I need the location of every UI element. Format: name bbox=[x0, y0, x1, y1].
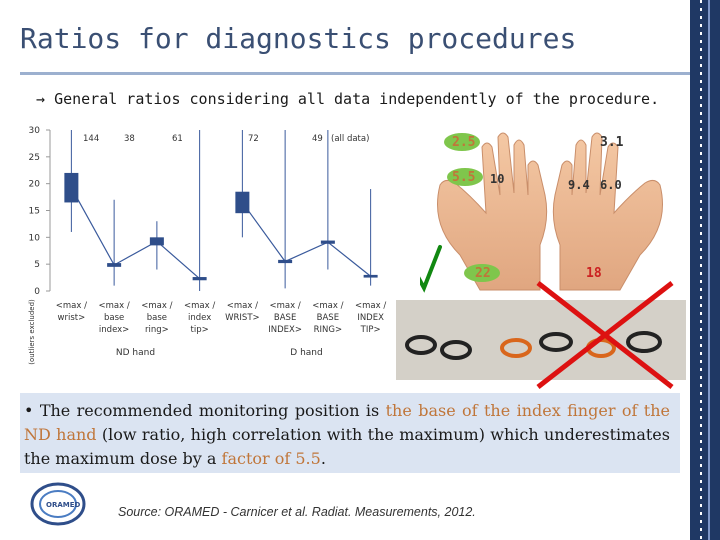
category-label: <max / bbox=[312, 301, 344, 311]
category-label: index bbox=[187, 313, 212, 323]
series-line-nd-hand bbox=[71, 188, 199, 279]
conclusion-middle: (low ratio, high correlation with the maximum) which underestimates the maximum dose by a bbox=[24, 425, 670, 468]
category-label: <max / bbox=[226, 301, 258, 311]
conclusion-bullet: • The recommended monitoring position is bbox=[24, 401, 386, 420]
category-label: TIP> bbox=[360, 325, 381, 335]
category-label: ring> bbox=[144, 325, 169, 335]
category-label: <max / bbox=[55, 301, 87, 311]
box-plot-chart bbox=[0, 118, 400, 368]
category-label: base bbox=[103, 313, 125, 323]
category-label: base bbox=[146, 313, 168, 323]
y-tick-label: 25 bbox=[28, 152, 40, 163]
hand-value-5-5: 5.5 bbox=[452, 170, 476, 185]
count-label: 144 bbox=[83, 134, 100, 144]
y-tick-label: 30 bbox=[28, 126, 40, 136]
category-label: INDEX> bbox=[268, 325, 302, 335]
conclusion-end: . bbox=[320, 449, 326, 468]
hand-value-3-1: 3.1 bbox=[600, 135, 624, 150]
box-body bbox=[64, 173, 78, 203]
series-line-d-hand bbox=[242, 202, 370, 276]
box-body bbox=[193, 277, 207, 280]
hand-value-6-0: 6.0 bbox=[600, 178, 622, 192]
source-citation: Source: ORAMED - Carnicer et al. Radiat. Measurements, 2012. bbox=[118, 505, 476, 519]
box-body bbox=[364, 275, 378, 278]
category-label: BASE bbox=[273, 313, 297, 323]
y-tick-label: 20 bbox=[28, 179, 40, 190]
box-body bbox=[321, 241, 335, 244]
category-label: index> bbox=[98, 325, 130, 335]
conclusion-text bbox=[24, 399, 670, 471]
hand-value-10: 10 bbox=[490, 172, 505, 186]
category-label: WRIST> bbox=[225, 313, 260, 323]
box-body bbox=[278, 260, 292, 263]
right-border-dots bbox=[700, 0, 702, 540]
y-tick-label: 10 bbox=[28, 233, 40, 244]
group-label-d-hand: D hand bbox=[290, 348, 323, 358]
box-body bbox=[107, 263, 121, 267]
hand-value-2-5: 2.5 bbox=[452, 135, 476, 150]
slide-subtitle bbox=[36, 90, 659, 108]
slide-title: Ratios for diagnostics procedures bbox=[20, 22, 577, 55]
hand-value-18: 18 bbox=[586, 266, 602, 281]
cross-icon bbox=[530, 275, 680, 395]
y-tick-label: 15 bbox=[28, 206, 40, 217]
y-axis-label: (outliers excluded) bbox=[28, 299, 36, 365]
arrow-icon: → bbox=[36, 90, 46, 108]
category-label: <max / bbox=[184, 301, 216, 311]
count-label-all-data: (all data) bbox=[331, 134, 370, 144]
category-label: <max / bbox=[269, 301, 301, 311]
category-label: BASE bbox=[316, 313, 340, 323]
hand-value-22: 22 bbox=[475, 266, 491, 281]
box-body bbox=[150, 237, 164, 245]
right-hand-shape bbox=[553, 133, 662, 290]
right-border-line bbox=[708, 0, 710, 540]
category-label: INDEX bbox=[357, 313, 384, 323]
y-tick-label: 0 bbox=[34, 287, 40, 297]
conclusion-highlight-factor: factor of 5.5 bbox=[221, 449, 321, 468]
category-label: <max / bbox=[98, 301, 130, 311]
category-label: <max / bbox=[141, 301, 173, 311]
count-label: 38 bbox=[124, 134, 135, 144]
category-label: tip> bbox=[190, 325, 209, 335]
category-label: <max / bbox=[355, 301, 387, 311]
title-rule bbox=[20, 72, 690, 75]
count-label: 61 bbox=[172, 134, 183, 144]
count-label: 72 bbox=[248, 134, 259, 144]
oramed-logo bbox=[28, 478, 98, 530]
conclusion-highlight-position: the base of the index finger of the ND hand bbox=[24, 401, 670, 444]
right-border bbox=[690, 0, 720, 540]
logo-text: ORAMED bbox=[46, 501, 81, 509]
group-label-nd-hand: ND hand bbox=[115, 348, 156, 358]
count-label: 49 bbox=[312, 134, 323, 144]
check-icon bbox=[420, 247, 440, 288]
hand-value-9-4: 9.4 bbox=[568, 178, 590, 192]
subtitle-text: General ratios considering all data independently of the procedure. bbox=[54, 90, 660, 108]
y-tick-label: 5 bbox=[34, 260, 40, 271]
box-body bbox=[235, 192, 249, 213]
hands-illustration bbox=[420, 125, 680, 295]
category-label: RING> bbox=[313, 325, 343, 335]
category-label: wrist> bbox=[57, 313, 86, 323]
